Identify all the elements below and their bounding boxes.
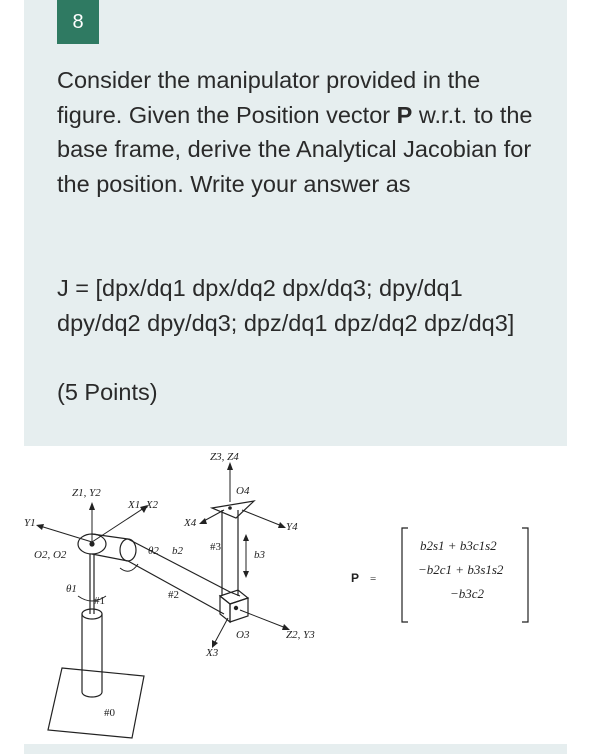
label-o2-o2: O2, O2 <box>34 549 67 561</box>
matrix-right-bracket <box>522 528 528 622</box>
matrix-row-2: −b2c1 + b3s1s2 <box>418 562 504 577</box>
label-joint-2: #2 <box>168 589 179 601</box>
label-z2-y3: Z2, Y3 <box>286 629 315 641</box>
label-x3: X3 <box>206 647 219 659</box>
question-text-part1: Consider the manipulator provided in the figure. Given the Position vector <box>57 67 481 128</box>
points-label: (5 Points) <box>57 379 158 405</box>
label-joint-1: #1 <box>94 595 105 607</box>
label-o3: O3 <box>236 629 250 641</box>
label-x4: X4 <box>184 517 197 529</box>
question-number-badge <box>57 0 99 44</box>
label-base-0: #0 <box>104 707 115 719</box>
position-vector-symbol: P <box>396 101 413 128</box>
label-theta2: θ2 <box>148 545 159 557</box>
label-o4: O4 <box>236 485 250 497</box>
question-text <box>57 63 547 201</box>
matrix-left-bracket <box>402 528 408 622</box>
question-text-part2: w.r.t. to the base frame, derive the Analytical Jacobian for the position. Write your answer as <box>57 101 533 197</box>
label-z1-y2: Z1, Y2 <box>72 487 101 499</box>
label-joint-3: #3 <box>210 541 221 553</box>
matrix-row-3: −b3c2 <box>450 586 485 601</box>
manipulator-figure <box>24 446 567 744</box>
label-b2: b2 <box>172 545 183 557</box>
matrix-row-1: b2s1 + b3c1s2 <box>420 538 497 553</box>
label-y4: Y4 <box>286 521 298 533</box>
question-number: 8 <box>72 10 84 33</box>
label-b3: b3 <box>254 549 265 561</box>
label-z3-z4: Z3, Z4 <box>210 451 239 463</box>
equals-sign: = <box>370 573 377 585</box>
label-x1-x2: X1, X2 <box>128 499 158 511</box>
jacobian-answer-format: J = [dpx/dq1 dpx/dq2 dpx/dq3; dpy/dq1 dpy/dq2 dpy/dq3; dpz/dq1 dpz/dq2 dpz/dq3] <box>57 275 515 336</box>
label-y1: Y1 <box>24 517 36 529</box>
label-theta1: θ1 <box>66 583 77 595</box>
vector-p-label: P <box>351 571 360 585</box>
manipulator-diagram <box>24 446 567 744</box>
